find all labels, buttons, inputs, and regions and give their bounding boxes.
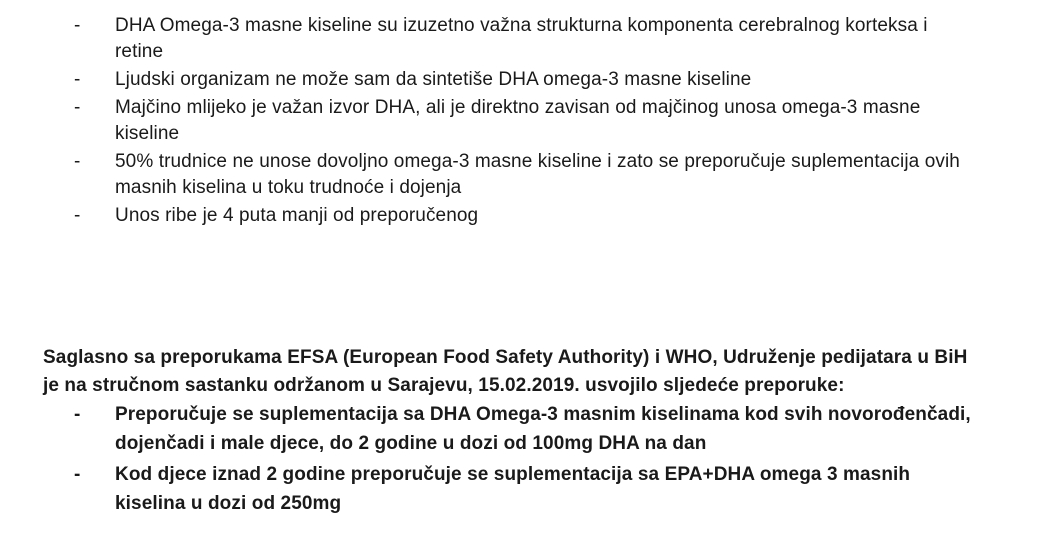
list-item [0,13,1039,65]
facts-bullet-list [0,13,1039,231]
recommendations-bullet-list [0,400,1039,520]
bullet-dash: - [74,404,81,425]
bullet-dash: - [74,97,81,118]
list-item-text: Kod djece iznad 2 godine preporučuje se suplementacija sa EPA+DHA omega 3 masnih kiselina u dozi od 250mg [115,464,911,514]
list-item-text: Preporučuje se suplementacija sa DHA Omega-3 masnim kiselinama kod svih novorođenčadi, dojenčadi i male djece, do 2 godine u dozi od 100mg DHA na dan [115,404,971,454]
list-item-text: Unos ribe je 4 puta manji od preporučenog [115,205,479,226]
list-item [0,203,1039,229]
bullet-dash: - [74,15,81,36]
list-item-text: DHA Omega-3 masne kiseline su izuzetno važna strukturna komponenta cerebralnog korteksa i retine [115,15,928,62]
list-item-text: 50% trudnice ne unose dovoljno omega-3 masne kiseline i zato se preporučuje suplementacija ovih masnih kiselina u toku trudnoće i dojenja [115,151,960,198]
list-item [0,460,1039,518]
list-item [0,95,1039,147]
list-item-text: Ljudski organizam ne može sam da sintetiše DHA omega-3 masne kiseline [115,69,752,90]
list-item [0,400,1039,458]
bullet-dash: - [74,69,81,90]
recommendation-paragraph: Saglasno sa preporukama EFSA (European Food Safety Authority) i WHO, Udruženje pedijatara u BiH je na stručnom sastanku održanom u Sarajevu, 15.02.2019. usvojilo sljedeće preporuke: [43,347,968,396]
list-item-text: Majčino mlijeko je važan izvor DHA, ali je direktno zavisan od majčinog unosa omega-3 masne kiseline [115,97,921,144]
list-item [0,149,1039,201]
list-item [0,67,1039,93]
bullet-dash: - [74,151,81,172]
bullet-dash: - [74,205,81,226]
bullet-dash: - [74,464,81,485]
